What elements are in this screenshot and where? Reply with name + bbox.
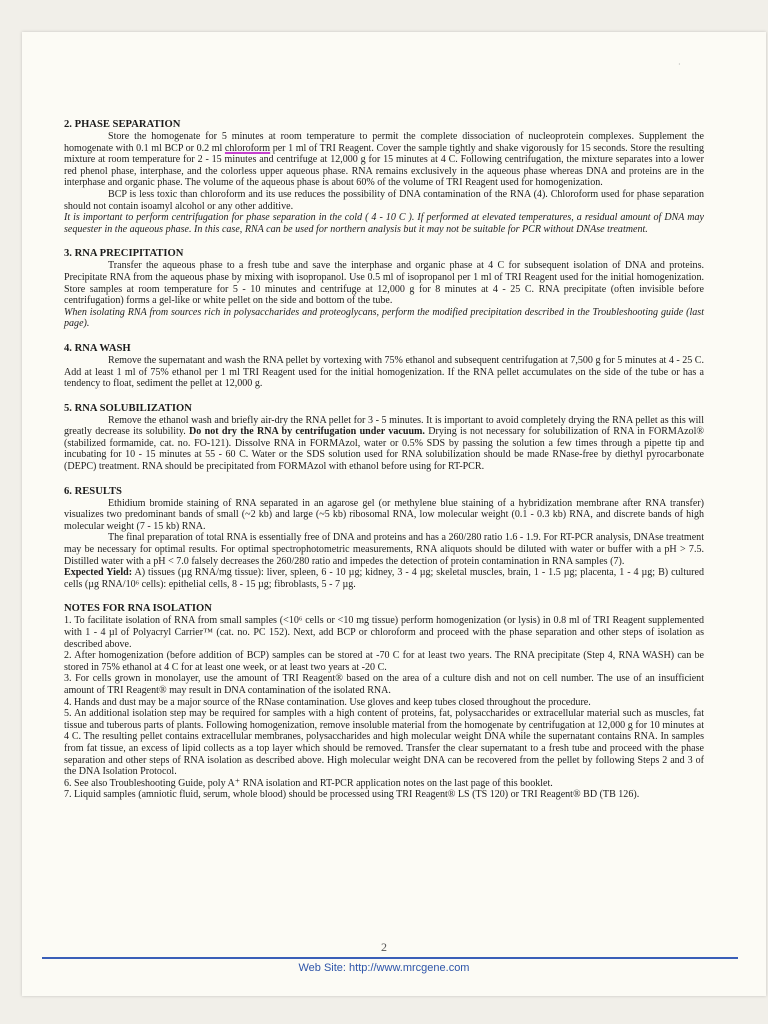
section-rna-wash — [64, 342, 704, 390]
page-number: 2 — [381, 940, 387, 954]
paragraph: BCP is less toxic than chloroform and its use reduces the possibility of DNA contamination of the RNA (4). Chloroform used for phase separation should not contain isoamyl alcohol or any other additive. — [64, 188, 704, 212]
section-heading: 6. RESULTS — [64, 485, 122, 497]
italic-note: It is important to perform centrifugation for phase separation in the cold ( 4 - 10 C ). If performed at elevated temperatures, a residual amount of DNA may sequester in the aqueous phase. In this case, RNA can be used for northern analysis but it may not be suitable for PCR without DNAse treatment. — [64, 212, 704, 235]
expected-yield — [64, 567, 704, 590]
section-rna-precipitation — [64, 247, 704, 330]
paragraph: The final preparation of total RNA is essentially free of DNA and proteins and has a 260/280 ratio 1.6 - 1.9. For RT-PCR analysis, DNAse treatment may be necessary for optimal results. For optimal spectrophotometric measurements, RNA aliquots should be diluted with water or buffer with a pH > 7.5. Distilled water with a pH < 7.0 falsely decreases the 260/280 ratio and impedes the detection of protein contamination in RNA samples (7). — [64, 532, 704, 567]
note-item: 4. Hands and dust may be a major source of the RNase contamination. Use gloves and keep tubes closed throughout the procedure. — [64, 696, 591, 708]
section-heading: 3. RNA PRECIPITATION — [64, 248, 184, 260]
section-heading: 4. RNA WASH — [64, 342, 131, 354]
text-run: per 1 ml of TRI Reagent. Cover the sample tightly and shake vigorously for 15 seconds. Store the resulting mixture at room temperature for 2 - 15 minutes and centrifuge at 12,000 g for 15 minutes at 4 C. Following centrifugation, the mixture separates into a lower red phenol phase, interphase, and the colorless upper aqueous phase. RNA remains exclusively in the aqueous phase whereas DNA and proteins are in the interphase and organic phase. The volume of the aqueous phase is about 60% of the volume of TRI Reagent used for homogenization. — [64, 142, 704, 189]
paragraph: Transfer the aqueous phase to a fresh tube and save the interphase and organic phase at 4 C for subsequent isolation of DNA and proteins. Precipitate RNA from the aqueous phase by mixing with isopropanol. Use 0.5 ml of isopropanol per 1 ml of TRI Reagent used for the initial homogenization. Store samples at room temperature for 5 - 10 minutes and centrifuge at 12,000 g for 8 minutes at 4 - 25 C. RNA precipitate (often invisible before centrifugation) forms a gel-like or white pellet on the side and bottom of the tube. — [64, 260, 704, 307]
note-item: 6. See also Troubleshooting Guide, poly A⁺ RNA isolation and RT-PCR application notes on the last page of this booklet. — [64, 777, 553, 789]
paragraph — [64, 415, 704, 473]
note-item: 5. An additional isolation step may be required for samples with a high content of proteins, fat, polysaccharides or extracellular material such as muscles, fat tissue and tuberous parts of plants. Following homogenization, remove insoluble material from the homogenate by centrifugation at 12,000 g for 10 minutes at 4 C. The resulting pellet contains extracellular membranes, polysaccharides and high molecular weight DNA while the supernatant contains RNA. In samples from fat tissue, an excess of lipid collects as a top layer which should be removed. Transfer the clear supernatant to a fresh tube and proceed with the phase separation and other steps of RNA isolation as described above. High molecular weight DNA can be recovered from the pellet by following Steps 2 and 3 of the DNA Isolation Protocol. — [64, 708, 704, 778]
note-item: 2. After homogenization (before addition of BCP) samples can be stored at -70 C for at least two years. The RNA precipitate (Step 4, RNA WASH) can be stored in 75% ethanol at 4 C for at least one week, or at least two years at -20 C. — [64, 650, 704, 673]
note-item: 1. To facilitate isolation of RNA from small samples (<10⁶ cells or <10 mg tissue) perform homogenization (or lysis) in 0.8 ml of TRI Reagent supplemented with 1 - 4 µl of Polyacryl Carrier™ (cat. no. PC 152). Next, add BCP or chloroform and proceed with the phase separation and other steps of isolation as described above. — [64, 615, 704, 650]
text-run: Drying is not necessary for solubilization of RNA in FORMAzol® (stabilized formamide, cat. no. FO-121). Dissolve RNA in FORMAzol, water or 0.5% SDS by passing the solution a few times through a pipette tip and incubating for 10 - 15 minutes at 55 - 60 C. Water or the SDS solution used for RNA solubilization should be made RNase-free by diethyl pyrocarbonate (DEPC) treatment. RNA should be precipitated from FORMAzol with ethanol before using for RT-PCR. — [64, 426, 704, 473]
section-notes — [64, 602, 704, 801]
section-rna-solubilization — [64, 402, 704, 473]
footer-rule — [42, 957, 738, 959]
text-run: Remove the ethanol wash and briefly air-dry the RNA pellet for 3 - 5 minutes. It is important to avoid completely drying the RNA pellet as this will greatly decrease its solubility. — [64, 414, 704, 438]
text-run: Store the homogenate for 5 minutes at room temperature to permit the complete dissociation of nucleoprotein complexes. Supplement the homogenate with 0.1 ml BCP or 0.2 ml — [64, 131, 704, 154]
paragraph — [64, 131, 704, 189]
highlighted-word: chloroform — [224, 142, 271, 154]
note-item: 3. For cells grown in monolayer, use the amount of TRI Reagent® based on the area of a culture dish and not on cell number. The use of an insufficient amount of TRI Reagent® may result in DNA contamination of the isolated RNA. — [64, 673, 704, 696]
page-speck: · — [678, 60, 681, 69]
expected-yield-label: Expected Yield: — [64, 567, 133, 579]
paragraph: Remove the supernatant and wash the RNA pellet by vortexing with 75% ethanol and subsequent centrifugation at 7,500 g for 5 minutes at 4 - 25 C. Add at least 1 ml of 75% ethanol per 1 ml TRI Reagent used for the initial homogenization. If the RNA pellet accumulates on the side of the tube or has a tendency to float, sediment the pellet at 12,000 g. — [64, 354, 704, 390]
italic-note: When isolating RNA from sources rich in polysaccharides and proteoglycans, perform the modified precipitation described in the Troubleshooting guide (last page). — [64, 306, 704, 330]
section-phase-separation — [64, 118, 704, 235]
section-heading: 2. PHASE SEPARATION — [64, 119, 181, 130]
paragraph: Ethidium bromide staining of RNA separated in an agarose gel (or methylene blue staining of a hybridization membrane after RNA transfer) visualizes two predominant bands of small (~2 kb) and large (~5 kb) ribosomal RNA, low molecular weight (0.1 - 0.3 kb) RNA, and discrete bands of high molecular weight (7 - 15 kb) RNA. — [64, 497, 704, 532]
section-heading: NOTES FOR RNA ISOLATION — [64, 603, 212, 615]
section-heading: 5. RNA SOLUBILIZATION — [64, 402, 192, 414]
document-body — [64, 118, 704, 813]
note-item: 7. Liquid samples (amniotic fluid, serum, whole blood) should be processed using TRI Reagent® LS (TS 120) or TRI Reagent® BD (TB 126). — [64, 789, 640, 801]
footer-website[interactable]: Web Site: http://www.mrcgene.com — [298, 962, 470, 974]
bold-warning: Do not dry the RNA by centrifugation under vacuum. — [189, 426, 425, 438]
text-run: A) tissues (µg RNA/mg tissue): liver, spleen, 6 - 10 µg; kidney, 3 - 4 µg; skeletal muscles, brain, 1 - 1.5 µg; placenta, 1 - 4 µg; B) cultured cells (µg RNA/10⁶ cells): epithelial cells, 8 - 15 µg; fibroblasts, 5 - 7 µg. — [64, 567, 704, 590]
section-results — [64, 485, 704, 591]
